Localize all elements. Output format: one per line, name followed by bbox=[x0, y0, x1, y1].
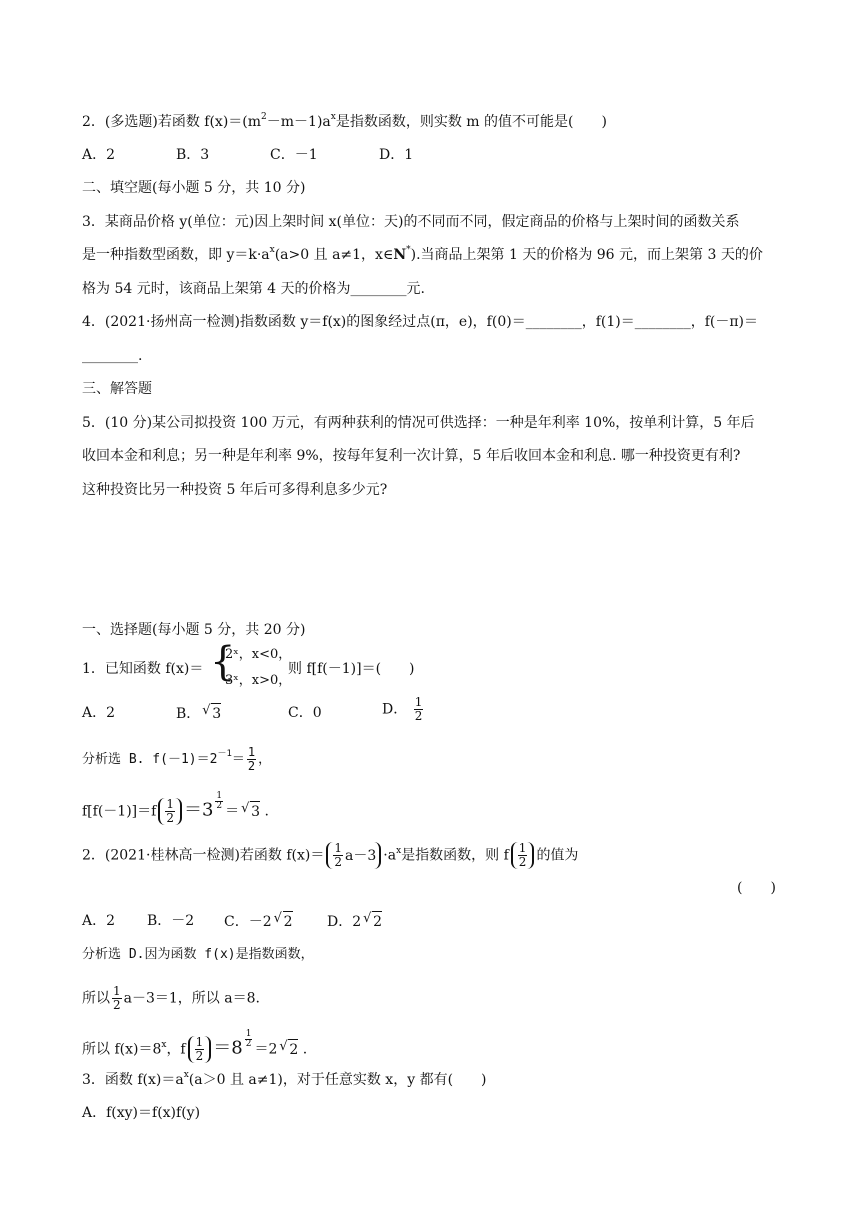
answer-1-line-2: f[f(－1)]＝f $\frac{1}{2}$ ＝3 $^{\frac{1}{2}}$ ＝√ 3 . bbox=[82, 798, 269, 825]
question-3-line-2: 是一种指数型函数，即 $y=k\cdot a^x(a>0$ 且 a≠1，x∈N*).当商品上架第 1 天的价格为 96 元，而上架第 3 天的价 bbox=[82, 245, 763, 263]
section-choice-heading: 一、选择题(每小题 5 分，共 20 分) bbox=[82, 622, 306, 638]
question-5-line-2: 收回本金和利息；另一种是年利率 9%，按每年复利一次计算，5 年后收回本金和利息. 哪一种投资更有利? bbox=[82, 448, 741, 464]
q2-option-d: D．1 bbox=[379, 147, 414, 163]
q1-option-a: A．2 bbox=[82, 705, 116, 721]
answer-2-line-3: 所以 $f(x)=8^x$，f $\frac{1}{2}$ ＝8 $^{\frac{1}{2}}$ ＝2√ 2 . bbox=[82, 1036, 307, 1063]
question-5-line-3: 这种投资比另一种投资 5 年后可多得利息多少元? bbox=[82, 482, 388, 498]
q1-option-d: D． $\frac{1}{2}$ bbox=[382, 695, 423, 723]
q2-option-a: A．2 bbox=[82, 147, 116, 163]
q3-option-a: A．f(xy)＝f(x)f(y) bbox=[82, 1105, 201, 1121]
piecewise-case-2: 3ˣ，x>0， bbox=[225, 673, 292, 688]
question-2-guilin: 2．(2021·桂林高一检测)若函数 f(x)＝ $\frac{1}{2}$ a－3 $\cdot a^x$是指数函数，则 f $\frac{1}{2}$ 的值为 bbox=[82, 841, 579, 869]
question-4-line-2: ________. bbox=[82, 348, 143, 364]
question-1-tail: 则 f[f(－1)]＝( ) bbox=[288, 661, 415, 677]
question-3-bottom: 3．函数 $f(x)=a^x(a>0$ 且 a≠1)，对于任意实数 x，y 都有( ) bbox=[82, 1070, 487, 1088]
section-answer-heading: 三、解答题 bbox=[82, 381, 152, 397]
question-3-line-3: 格为 54 元时，该商品上架第 4 天的价格为________元. bbox=[82, 281, 425, 297]
question-4-line-1: 4．(2021·扬州高一检测)指数函数 y＝f(x)的图象经过点(π，e)，f(0)＝________，f(1)＝________，f(－π)＝ bbox=[82, 314, 759, 330]
question-5-line-1: 5．(10 分)某公司拟投资 100 万元，有两种获利的情况可供选择：一种是年利率 10%，按单利计算，5 年后 bbox=[82, 415, 755, 431]
section-fill-in-heading: 二、填空题(每小题 5 分，共 10 分) bbox=[82, 180, 306, 196]
q2-answer-paren: ( ) bbox=[737, 880, 776, 896]
question-3-line-1: 3．某商品价格 y(单位：元)因上架时间 x(单位：天)的不同而不同，假定商品的价格与上架时间的函数关系 bbox=[82, 214, 740, 230]
answer-2-line-1: 分析选 D.因为函数 f(x)是指数函数， bbox=[82, 947, 314, 962]
q1-option-b: B．√ 3 bbox=[176, 703, 221, 724]
piecewise-case-1: 2ˣ，x<0， bbox=[225, 647, 292, 662]
q2b-option-c: C．－2√ 2 bbox=[224, 911, 293, 932]
q2-option-c: C．－1 bbox=[270, 147, 318, 163]
q1-option-c: C．0 bbox=[288, 705, 322, 721]
q2b-option-d: D．2√ 2 bbox=[327, 911, 382, 932]
answer-2-line-2: 所以 $\frac{1}{2}$ a－3＝1，所以 a＝8. bbox=[82, 984, 260, 1012]
q2b-option-a: A．2 bbox=[82, 913, 116, 929]
question-1: 1．已知函数 f(x)＝ bbox=[82, 661, 204, 677]
question-2-multi: 2．(多选题)若函数 $f(x)=(m^2-m-1)a^x$是指数函数，则实数 m 的值不可能是( ) bbox=[82, 112, 607, 130]
q2b-option-b: B．－2 bbox=[147, 913, 195, 929]
piecewise-brace: { bbox=[210, 639, 236, 685]
answer-1-line-1: 分析选 B. $f(-1)=2^{-1}=$ $\frac{1}{2}$ ， bbox=[82, 745, 272, 773]
q2-option-b: B．3 bbox=[176, 147, 210, 163]
